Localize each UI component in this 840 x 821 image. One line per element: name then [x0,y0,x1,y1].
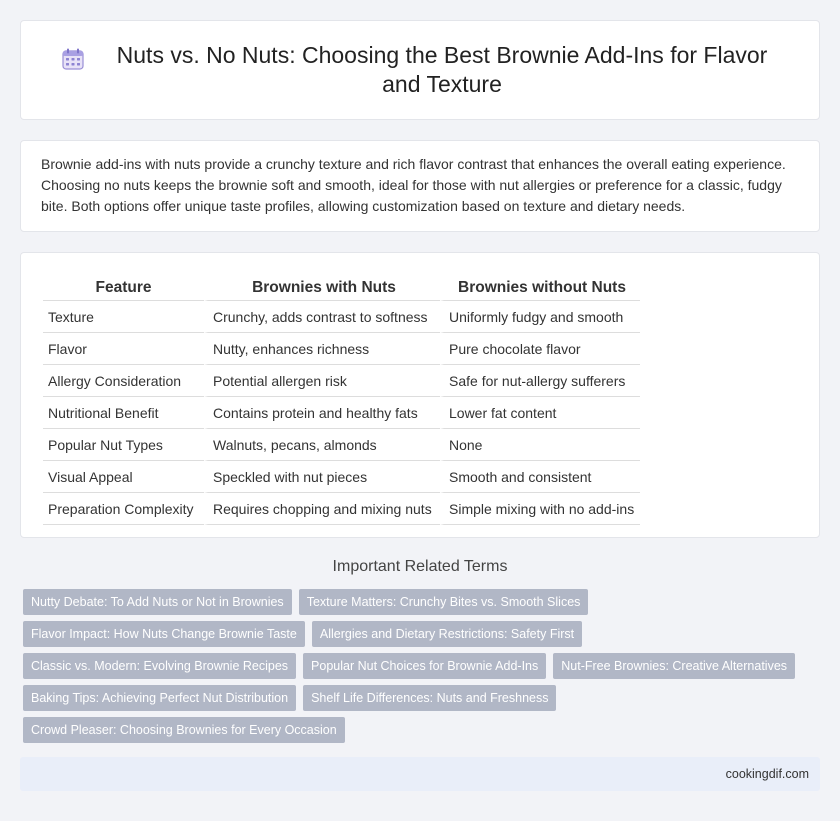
table-row [43,365,640,397]
table-cell: Nutty, enhances richness [204,333,440,365]
table-header-row [43,277,640,301]
table-cell: Walnuts, pecans, almonds [204,429,440,461]
table-cell: Contains protein and healthy fats [204,397,440,429]
related-tag[interactable]: Allergies and Dietary Restrictions: Safety First [312,621,582,647]
related-tag[interactable]: Nutty Debate: To Add Nuts or Not in Brownies [23,589,292,615]
page-title: Nuts vs. No Nuts: Choosing the Best Brownie Add-Ins for Flavor and Texture [116,42,768,97]
comparison-table [43,277,640,525]
table-cell: Texture [43,301,204,333]
related-tag[interactable]: Popular Nut Choices for Brownie Add-Ins [303,653,546,679]
related-tag[interactable]: Classic vs. Modern: Evolving Brownie Recipes [23,653,296,679]
related-tag[interactable]: Crowd Pleaser: Choosing Brownies for Every Occasion [23,717,345,743]
table-cell: Uniformly fudgy and smooth [440,301,640,333]
intro-card [20,140,820,232]
table-cell: Crunchy, adds contrast to softness [204,301,440,333]
header-with-nuts: Brownies with Nuts [204,277,440,301]
table-row [43,397,640,429]
related-terms-list [23,589,803,749]
related-tag[interactable]: Flavor Impact: How Nuts Change Brownie Taste [23,621,305,647]
related-tag[interactable]: Nut-Free Brownies: Creative Alternatives [553,653,795,679]
table-row [43,493,640,525]
calendar-icon [61,47,85,71]
related-terms-heading: Important Related Terms [332,558,508,575]
intro-text: Brownie add-ins with nuts provide a crunchy texture and rich flavor contrast that enhances the overall eating experience. Choosing no nuts keeps the brownie soft and smooth, ideal for those with nut allergies or preference for a classic, fudgy bite. Both options offer unique taste profiles, allowing customization based on texture and dietary needs. [41,156,786,214]
table-cell: Speckled with nut pieces [204,461,440,493]
table-cell: Flavor [43,333,204,365]
table-cell: Simple mixing with no add-ins [440,493,640,525]
table-cell: Pure chocolate flavor [440,333,640,365]
table-cell: Potential allergen risk [204,365,440,397]
header-feature: Feature [43,277,204,301]
table-cell: Popular Nut Types [43,429,204,461]
table-cell: Requires chopping and mixing nuts [204,493,440,525]
table-cell: Smooth and consistent [440,461,640,493]
table-cell: Visual Appeal [43,461,204,493]
footer [20,757,820,791]
related-tag[interactable]: Texture Matters: Crunchy Bites vs. Smooth Slices [299,589,589,615]
table-cell: None [440,429,640,461]
comparison-card [20,252,820,538]
table-row [43,429,640,461]
table-row [43,461,640,493]
header-without-nuts: Brownies without Nuts [440,277,640,301]
footer-site-link[interactable]: cookingdif.com [725,767,809,781]
title-card [20,20,820,120]
table-cell: Nutritional Benefit [43,397,204,429]
table-cell: Safe for nut-allergy sufferers [440,365,640,397]
table-row [43,333,640,365]
table-cell: Allergy Consideration [43,365,204,397]
title-wrap [61,41,779,99]
table-cell: Lower fat content [440,397,640,429]
related-tag[interactable]: Baking Tips: Achieving Perfect Nut Distribution [23,685,296,711]
related-tag[interactable]: Shelf Life Differences: Nuts and Freshness [303,685,556,711]
table-row [43,301,640,333]
table-cell: Preparation Complexity [43,493,204,525]
